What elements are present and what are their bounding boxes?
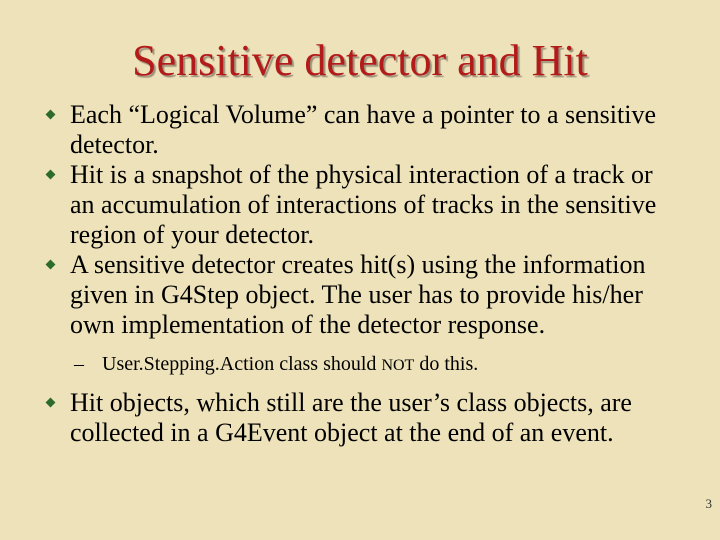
bullet-text: A sensitive detector creates hit(s) using the information given in G4Step object. The user has to provide his/her own implementation of the detector response. (70, 250, 646, 339)
slide-title: Sensitive detector and Hit (132, 36, 588, 85)
bullet-text: Each “Logical Volume” can have a pointer to a sensitive detector. (70, 100, 656, 159)
diamond-bullet-icon (46, 170, 56, 180)
sub-bullet-text-after: do this. (419, 353, 479, 375)
diamond-bullet-icon (46, 260, 56, 270)
bullet-item (44, 250, 674, 340)
bullet-item (44, 160, 674, 250)
bullet-item (44, 100, 674, 160)
diamond-bullet-icon (46, 110, 56, 120)
bullet-item (44, 388, 674, 448)
bullet-text: Hit is a snapshot of the physical interaction of a track or an accumulation of interactions of tracks in the sensitive region of your detector. (70, 160, 657, 249)
sub-bullet-text-before: User.Stepping.Action class should (102, 353, 377, 375)
bullet-text: Hit objects, which still are the user’s class objects, are collected in a G4Event object at the end of an event. (70, 388, 632, 447)
diamond-bullet-icon (46, 398, 56, 408)
page-number: 3 (705, 496, 712, 511)
sub-bullet-emphasis: NOT (381, 357, 415, 374)
slide-body (44, 100, 674, 448)
dash-marker: – (74, 353, 84, 375)
sub-bullet-item (44, 352, 674, 378)
